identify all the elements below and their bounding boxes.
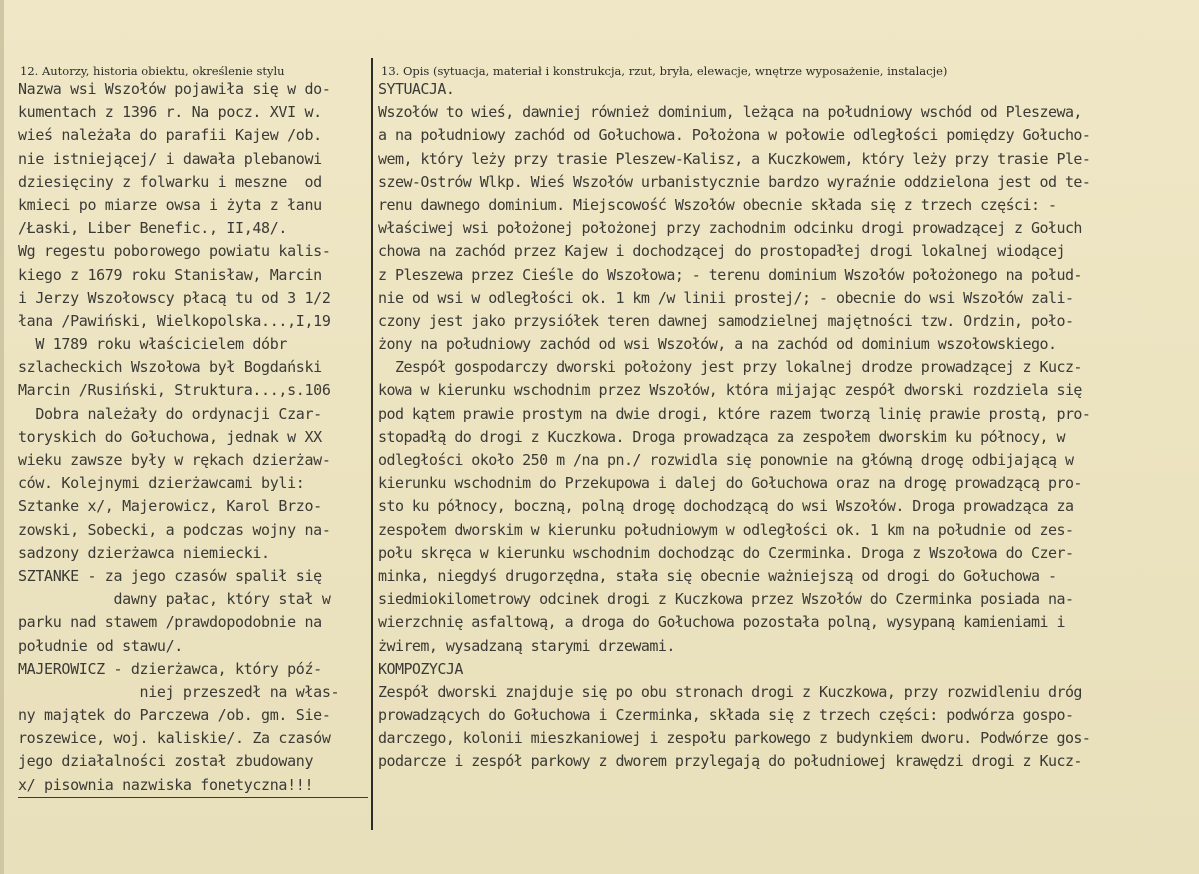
text-line: a na południowy zachód od Gołuchowa. Położona w połowie odległości pomiędzy Gołucho-	[378, 126, 1091, 145]
text-line: kmieci po miarze owsa i żyta z łanu	[18, 195, 322, 214]
left-column-history	[18, 78, 368, 798]
text-line: roszewice, woj. kaliskie/. Za czasów	[18, 729, 331, 748]
text-line: sto ku północy, boczną, polną drogę dochodzącą do wsi Wszołów. Droga prowadząca za	[378, 497, 1074, 516]
text-line: minka, niegdyś drugorzędna, stała się obecnie ważniejszą od drogi do Gołuchowa -	[378, 566, 1057, 585]
text-line: parku nad stawem /prawdopodobnie na	[18, 613, 322, 632]
text-line: właściwej wsi położonej położonej przy zachodnim odcinku drogi prowadzącej z Gołuch	[378, 219, 1082, 238]
text-line: prowadzących do Gołuchowa i Czerminka, składa się z trzech części: podwórza gospo-	[378, 706, 1074, 725]
right-column-description	[378, 78, 1194, 774]
text-line: Dobra należały do ordynacji Czar-	[18, 404, 322, 423]
text-line: dziesięciny z folwarku i meszne od	[18, 172, 322, 191]
text-line: renu dawnego dominium. Miejscowość Wszołów obecnie składa się z trzech części: -	[378, 195, 1057, 214]
text-line: szew-Ostrów Wlkp. Wieś Wszołów urbanistycznie bardzo wyraźnie oddzielona jest od te-	[378, 172, 1091, 191]
column-divider	[371, 58, 373, 830]
text-line: nie od wsi w odległości ok. 1 km /w linii prostej/; - obecnie do wsi Wszołów zali-	[378, 288, 1074, 307]
text-line: ców. Kolejnymi dzierżawcami byli:	[18, 474, 305, 493]
text-line: nie istniejącej/ i dawała plebanowi	[18, 149, 322, 168]
text-line: wieś należała do parafii Kajew /ob.	[18, 126, 322, 145]
text-line: z Pleszewa przez Cieśle do Wszołowa; - terenu dominium Wszołów położonego na połud-	[378, 265, 1082, 284]
text-line: ny majątek do Parczewa /ob. gm. Sie-	[18, 706, 331, 725]
text-line: darczego, kolonii mieszkaniowej i zespołu parkowego z budynkiem dworu. Podwórze gos-	[378, 729, 1091, 748]
text-line: żony na południowy zachód od wsi Wszołów, a na zachód od dominium wszołowskiego.	[378, 335, 1057, 354]
text-line: czony jest jako przysiółek teren dawnej samodzielnej majętności tzw. Ordzin, poło-	[378, 311, 1074, 330]
text-line: siedmiokilometrowy odcinek drogi z Kuczkowa przez Wszołów do Czerminka posiada na-	[378, 590, 1074, 609]
text-line: Sztanke x/, Majerowicz, Karol Brzo-	[18, 497, 322, 516]
text-line: i Jerzy Wszołowscy płacą tu od 3 1/2	[18, 288, 331, 307]
text-line: kowa w kierunku wschodnim przez Wszołów, która mijając zespół dworski rozdziela się	[378, 381, 1082, 400]
text-line: pod kątem prawie prostym na dwie drogi, które razem tworzą linię prawie prostą, pro-	[378, 404, 1091, 423]
text-line: łana /Pawiński, Wielkopolska...,I,19	[18, 311, 331, 330]
text-line: niej przeszedł na włas-	[18, 682, 340, 701]
text-line: jego działalności został zbudowany	[18, 752, 314, 771]
text-line: chowa na zachód przez Kajew i dochodzącej do prostopadłej drogi lokalnej wiodącej	[378, 242, 1065, 261]
text-line: Marcin /Rusiński, Struktura...,s.106	[18, 381, 331, 400]
text-line: Zespół gospodarczy dworski położony jest przy lokalnej drodze prowadzącej z Kucz-	[378, 358, 1082, 377]
text-line: Zespół dworski znajduje się po obu stronach drogi z Kuczkowa, przy rozwidleniu dróg	[378, 682, 1082, 701]
text-line: zespołem dworskim w kierunku południowym w odległości ok. 1 km na południe od zes-	[378, 520, 1074, 539]
text-line: Nazwa wsi Wszołów pojawiła się w do-	[18, 80, 331, 98]
text-line: wierzchnię asfaltową, a droga do Gołuchowa pozostała polną, wysypaną kamieniami i	[378, 613, 1065, 632]
text-line: wieku zawsze były w rękach dzierżaw-	[18, 451, 331, 469]
section-heading-sytuacja: SYTUACJA.	[378, 80, 455, 98]
text-line: kierunku wschodnim do Przekupowa i dalej do Gołuchowa oraz na drogę prowadzącą pro-	[378, 474, 1082, 493]
text-line: W 1789 roku właścicielem dóbr	[18, 335, 288, 354]
text-line: odległości około 250 m /na pn./ rozwidla się ponownie na główną drogę odbijającą w	[378, 451, 1074, 469]
section-heading-kompozycja: KOMPOZYCJA	[378, 659, 463, 678]
text-line: południe od stawu/.	[18, 636, 183, 655]
text-line: SZTANKE - za jego czasów spalił się	[18, 566, 322, 585]
section-13-header: 13. Opis (sytuacja, materiał i konstrukcja, rzut, bryła, elewacje, wnętrze wyposażenie, instalacje)	[381, 64, 948, 78]
text-line: zowski, Sobecki, a podczas wojny na-	[18, 520, 331, 539]
text-line: MAJEROWICZ - dzierżawca, który póź-	[18, 659, 322, 678]
footnote-line: x/ pisownia nazwiska fonetyczna!!!	[18, 774, 368, 798]
text-line: szlacheckich Wszołowa był Bogdański	[18, 358, 322, 377]
text-line: podarcze i zespół parkowy z dworem przylegają do południowej krawędzi drogi z Kucz-	[378, 752, 1082, 771]
page-edge	[0, 0, 4, 874]
text-line: połu skręca w kierunku wschodnim dochodząc do Czerminka. Droga z Wszołowa do Czer-	[378, 543, 1074, 562]
text-line: wem, który leży przy trasie Pleszew-Kalisz, a Kuczkowem, który leży przy trasie Ple-	[378, 149, 1091, 168]
text-line: Wszołów to wieś, dawniej również dominium, leżąca na południowy wschód od Pleszewa,	[378, 103, 1082, 122]
text-line: toryskich do Gołuchowa, jednak w XX	[18, 427, 322, 446]
text-line: sadzony dzierżawca niemiecki.	[18, 543, 270, 562]
text-line: stopadłą do drogi z Kuczkowa. Droga prowadząca za zespołem dworskim ku północy, w	[378, 427, 1065, 446]
text-line: żwirem, wysadzaną starymi drzewami.	[378, 636, 675, 655]
text-line: /Łaski, Liber Benefic., II,48/.	[18, 219, 288, 238]
text-line: kiego z 1679 roku Stanisław, Marcin	[18, 265, 322, 284]
text-line: kumentach z 1396 r. Na pocz. XVI w.	[18, 103, 322, 122]
text-line: dawny pałac, który stał w	[18, 590, 331, 609]
text-line: Wg regestu poborowego powiatu kalis-	[18, 242, 331, 261]
section-12-header: 12. Autorzy, historia obiektu, określenie stylu	[20, 64, 285, 78]
